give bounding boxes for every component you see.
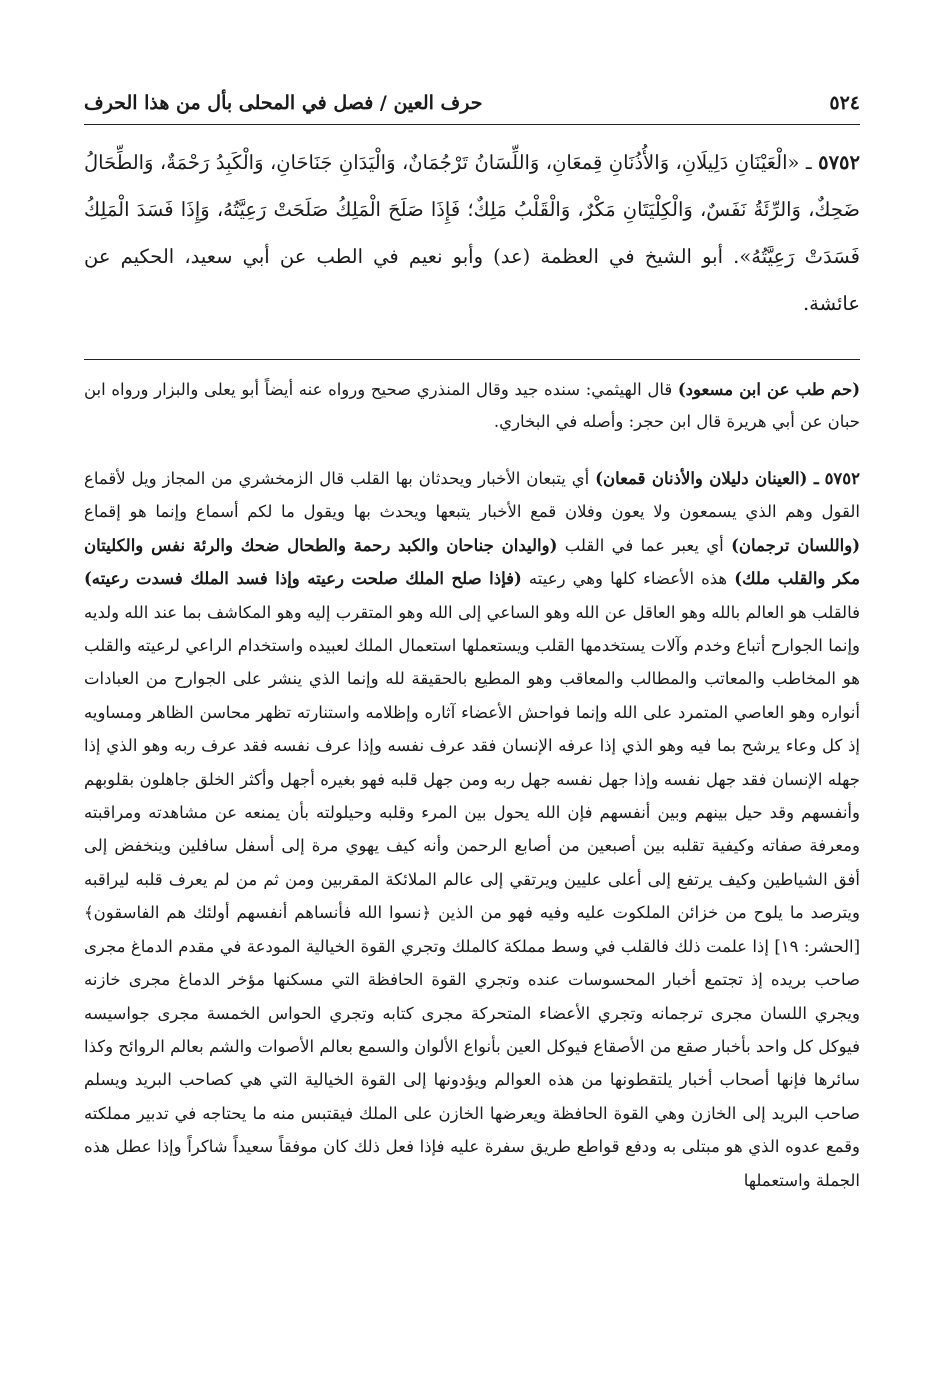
commentary-number: ٥٧٥٢ — [824, 469, 860, 488]
footnote-lead: (حم طب عن ابن مسعود) — [677, 380, 860, 399]
commentary-b3: (فإذا صلح الملك صلحت رعيته وإذا فسد الملك فسدت رعيته) — [84, 569, 522, 589]
page-number: ٥٢٤ — [829, 92, 860, 114]
footnote-text: قال الهيثمي: سنده جيد وقال المنذري صحيح ورواه عنه أيضاً أبو يعلى والبزار ورواه ابن حبان عن أبي هريرة قال ابن حجر: وأصله في البخاري. — [84, 380, 860, 431]
commentary-p2: أي يعبر عما في القلب — [564, 535, 724, 555]
running-title: حرف العين / فصل في المحلى بأل من هذا الحرف — [84, 92, 483, 114]
commentary-lead: (العينان دليلان والأذنان قمعان) — [595, 469, 808, 488]
commentary-block — [84, 462, 860, 1342]
commentary-b1: (واللسان ترجمان) — [731, 535, 860, 555]
footnote-block — [84, 374, 860, 440]
commentary-b2: (واليدان جناحان والكبد رحمة والطحال ضحك والرئة نفس والكليتان مكر والقلب ملك) — [84, 535, 860, 589]
running-head — [84, 84, 860, 125]
hadith-text: «الْعَيْنَانِ دَلِيلَانِ، وَالأُذُنَانِ قِمعَانِ، وَاللِّسَانُ تَرْجُمَانٌ، وَالْيَدَانِ جَنَاحَانِ، وَالْكَبِدُ رَحْمَةٌ، وَالطِّحَالُ ضَحِكٌ، وَالرِّئَةُ نَفَسٌ، وَالْكِلْيَتَانِ مَكْرٌ، وَالْقَلْبُ مَلِكٌ؛ فَإِذَا صَلَحَ الْمَلِكُ صَلَحَتْ رَعِيَّتُهُ، وَإِذَا فَسَدَ الْمَلِكُ فَسَدَتْ رَعِيَّتُهُ». — [84, 151, 860, 268]
commentary-p3: هذه الأعضاء كلها وهي رعيته — [528, 569, 728, 589]
commentary-dash: ـ — [807, 469, 819, 488]
hadith-number: ٥٧٥٢ — [818, 151, 860, 174]
commentary-p1: أي يتبعان الأخبار ويحدثان بها القلب قال الزمخشري من المجاز ويل لأقماع القول وهم الذي يسمعون ولا يعون وفلان قمع الأخبار يتبعها ويحدث بها ويقول ما لكم أسماع وإنما هو إقماع — [84, 469, 860, 522]
commentary-p4: فالقلب هو العالم بالله وهو العاقل عن الله وهو الساعي إلى الله وهو المتقرب إليه وهو المكاشف بما عند الله ولديه وإنما الجوارح أتباع وخدم وآلات يستخدمها القلب ويستعملها استعمال الملك لعبيده واستخدام الراعي لرعيته والقلب هو المخاطب والمعاتب والمطالب والمعاقب وهو المطيع بالحقيقة لله وإنما الذي ينشر على الجوارح من العبادات أنواره وهو العاصي المتمرد على الله وإنما فواحش الأعضاء آثاره وإظلامه واستنارته تظهر محاسن الظاهر ومساويه إذ كل وعاء يرشح بما فيه وهو الذي إذا عرفه الإنسان فقد عرف نفسه وإذا عرف نفسه فقد عرف ربه وهو الذي إذا جهله الإنسان فقد جهل نفسه وإذا جهل نفسه جهل ربه ومن جهل قلبه فهو بغيره أجهل وأكثر الخلق جاهلون بقلوبهم وأنفسهم وقد حيل بينهم وبين أنفسهم فإن الله يحول بين المرء وقلبه وحيلولته بأن يمنعه عن مشاهدته ومراقبته ومعرفة صفاته وكيفية تقلبه بين أصبعين من أصابع الرحمن وأنه كيف يهوي مرة إلى أسفل سافلين وينخفض إلى أفق الشياطين وكيف يرتفع إلى أعلى عليين ويرتقي إلى عالم الملائكة المقربين ومن ثم من لم يعرف قلبه ليراقبه ويترصد ما يلوح من خزائن الملكوت عليه وفيه فهو من الذين ﴿نسوا الله فأنساهم أنفسهم أولئك هم الفاسقون﴾ [الحشر: ١٩] إذا علمت ذلك فالقلب في وسط مملكة كالملك وتجري القوة الخيالية المودعة في مقدم الدماغ مجرى صاحب بريده إذ تجتمع أخبار المحسوسات عنده وتجري القوة الحافظة التي مسكنها مؤخر الدماغ مجرى خازنه ويجري اللسان مجرى ترجمانه وتجري الأعضاء المتحركة مجرى كتابه وتجري الحواس الخمسة مجرى جواسيسه فيوكل كل واحد بأخبار صقع من الأصقاع فيوكل العين بأنواع الألوان والسمع بعالم الأصوات والشم بعالم الروائح وكذا سائرها فإنها أصحاب أخبار يلتقطونها من هذه العوالم ويؤدونها إلى القوة الخيالية التي هي كصاحب البريد ويسلم صاحب البريد إلى الخازن وهي القوة الحافظة ويعرضها الخازن على الملك فيقتبس منه ما يحتاجه في تدبير مملكته وقمع عدوه الذي هو مبتلى به ودفع قواطع طريق سفرة عليه فإذا فعل ذلك كان موفقاً سعيداً شاكراً وإذا عطل هذه الجملة واستعملها — [84, 602, 860, 1190]
book-page — [84, 84, 860, 1342]
hadith-source: أبو الشيخ في العظمة (عد) وأبو نعيم في الطب عن أبي سعيد، الحكيم عن عائشة. — [84, 245, 860, 315]
hadith-dash: ـ — [799, 151, 812, 174]
hadith-block — [84, 139, 860, 359]
section-divider — [84, 359, 860, 360]
